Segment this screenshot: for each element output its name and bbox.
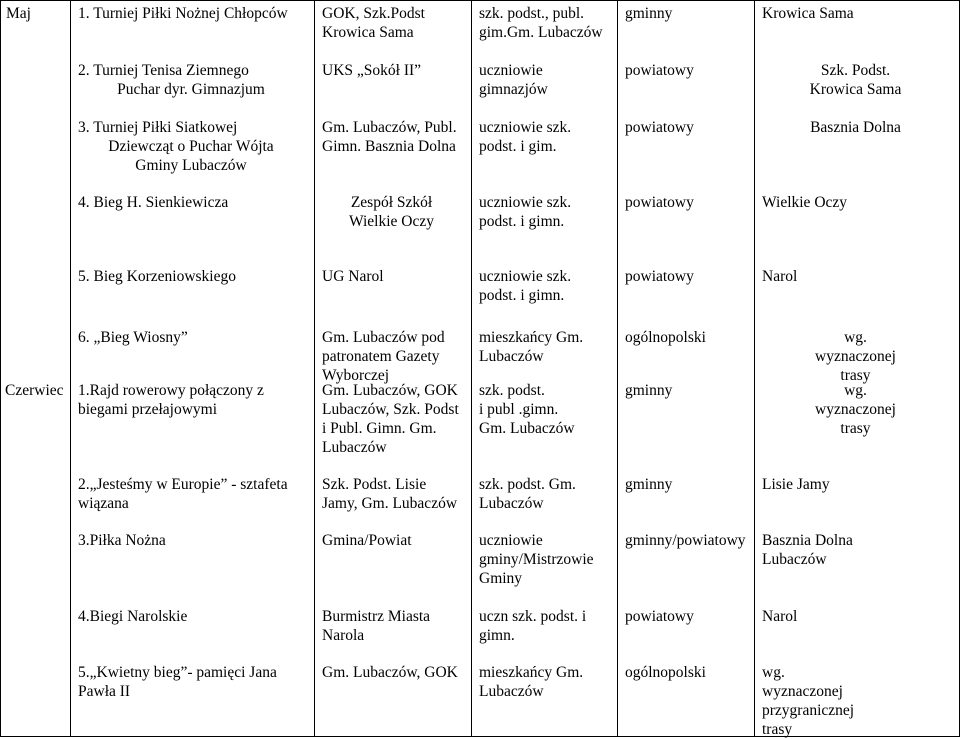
place-cell: Krowica Sama — [809, 81, 902, 98]
organizer-cell: UG Narol — [322, 268, 384, 285]
range-cell: powiatowy — [625, 608, 694, 625]
organizer-cell: Szk. Podst. Lisie — [322, 476, 427, 493]
event-cell: 3.Piłka Nożna — [78, 532, 166, 549]
organizer-cell: Gm. Lubaczów pod — [322, 329, 445, 346]
month-may: Maj — [6, 5, 31, 22]
event-cell: 4.Biegi Narolskie — [78, 608, 188, 625]
range-cell: powiatowy — [625, 194, 694, 211]
organizer-cell: Jamy, Gm. Lubaczów — [322, 495, 458, 512]
place-cell: Lubaczów — [762, 551, 827, 568]
place-cell: trasy — [762, 721, 793, 738]
organizer-cell: Lubaczów, Szk. Podst — [322, 401, 459, 418]
participants-cell: podst. i gimn. — [479, 213, 565, 230]
place-cell: wg. — [844, 382, 867, 399]
participants-cell: szk. podst. Gm. — [479, 476, 576, 493]
participants-cell: gminy/Mistrzowie — [479, 551, 594, 568]
place-cell: Basznia Dolna — [762, 532, 853, 549]
participants-cell: szk. podst. — [479, 382, 545, 399]
range-cell: gminny — [625, 382, 673, 399]
participants-cell: uczn szk. podst. i — [479, 608, 587, 625]
participants-cell: mieszkańcy Gm. — [479, 329, 584, 346]
event-cell: Puchar dyr. Gimnazjum — [117, 81, 265, 98]
event-cell: 4. Bieg H. Sienkiewicza — [78, 194, 229, 211]
event-cell: biegami przełajowymi — [78, 401, 218, 418]
organizer-cell: Krowica Sama — [322, 24, 414, 41]
participants-cell: uczniowie — [479, 532, 543, 549]
range-cell: gminny/powiatowy — [625, 532, 746, 549]
organizer-cell: i Publ. Gimn. Gm. — [322, 420, 437, 437]
place-cell: trasy — [840, 367, 871, 384]
range-cell: ogólnopolski — [625, 329, 706, 346]
place-cell: Basznia Dolna — [810, 119, 901, 136]
range-cell: ogólnopolski — [625, 664, 706, 681]
organizer-cell: GOK, Szk.Podst — [322, 5, 425, 22]
place-cell: wyznaczonej — [815, 348, 896, 365]
participants-cell: uczniowie — [479, 62, 543, 79]
range-cell: gminny — [625, 476, 673, 493]
place-cell: Lisie Jamy — [762, 476, 830, 493]
organizer-cell: Lubaczów — [322, 439, 387, 456]
participants-cell: Gm. Lubaczów — [479, 420, 575, 437]
participants-cell: uczniowie szk. — [479, 194, 572, 211]
event-cell: 5. Bieg Korzeniowskiego — [78, 268, 236, 285]
participants-cell: i publ .gimn. — [479, 401, 559, 418]
place-cell: Szk. Podst. — [820, 62, 891, 79]
place-cell: przygranicznej — [762, 702, 855, 719]
event-cell: 2.„Jesteśmy w Europie” - sztafeta — [78, 476, 288, 493]
place-cell: Narol — [762, 608, 798, 625]
range-cell: powiatowy — [625, 62, 694, 79]
month-june: Czerwiec — [5, 382, 64, 399]
participants-cell: Gminy — [479, 570, 523, 587]
event-cell: 3. Turniej Piłki Siatkowej — [78, 119, 238, 136]
participants-cell: gim.Gm. Lubaczów — [479, 24, 603, 41]
organizer-cell: Gm. Lubaczów, Publ. — [322, 119, 457, 136]
participants-cell: Lubaczów — [479, 495, 544, 512]
range-cell: gminny — [625, 5, 673, 22]
event-cell: 6. „Bieg Wiosny” — [78, 329, 188, 346]
place-cell: Wielkie Oczy — [762, 194, 848, 211]
event-cell: Dziewcząt o Puchar Wójta — [108, 138, 274, 155]
event-cell: 1. Turniej Piłki Nożnej Chłopców — [78, 5, 288, 22]
place-cell: Narol — [762, 268, 798, 285]
participants-cell: uczniowie szk. — [479, 119, 572, 136]
organizer-cell: patronatem Gazety — [322, 348, 440, 365]
organizer-cell: Burmistrz Miasta — [322, 608, 431, 625]
participants-cell: podst. i gim. — [479, 138, 557, 155]
organizer-cell: Zespół Szkół — [350, 194, 433, 211]
place-cell: Krowica Sama — [762, 5, 854, 22]
participants-cell: szk. podst., publ. — [479, 5, 585, 22]
event-cell: Pawła II — [78, 683, 131, 700]
participants-cell: podst. i gimn. — [479, 287, 565, 304]
organizer-cell: Gm. Lubaczów, GOK — [322, 664, 458, 681]
event-cell: Gminy Lubaczów — [135, 157, 247, 174]
organizer-cell: Gimn. Basznia Dolna — [322, 138, 456, 155]
organizer-cell: Narola — [322, 627, 365, 644]
participants-cell: uczniowie szk. — [479, 268, 572, 285]
participants-cell: gimn. — [479, 627, 515, 644]
event-cell: 5.„Kwietny bieg”- pamięci Jana — [78, 664, 277, 681]
organizer-cell: UKS „Sokół II” — [322, 62, 422, 79]
participants-cell: Lubaczów — [479, 348, 544, 365]
place-cell: wg. — [762, 664, 785, 681]
event-cell: wiązana — [78, 495, 129, 512]
participants-cell: gimnazjów — [479, 81, 548, 98]
organizer-cell: Wyborczej — [322, 367, 390, 384]
place-cell: trasy — [840, 420, 871, 437]
place-cell: wg. — [844, 329, 867, 346]
participants-cell: mieszkańcy Gm. — [479, 664, 584, 681]
event-cell: 2. Turniej Tenisa Ziemnego — [78, 62, 249, 79]
organizer-cell: Wielkie Oczy — [348, 213, 434, 230]
participants-cell: Lubaczów — [479, 683, 544, 700]
organizer-cell: Gmina/Powiat — [322, 532, 412, 549]
place-cell: wyznaczonej — [762, 683, 843, 700]
range-cell: powiatowy — [625, 119, 694, 136]
event-cell: 1.Rajd rowerowy połączony z — [78, 382, 264, 399]
organizer-cell: Gm. Lubaczów, GOK — [322, 382, 458, 399]
place-cell: wyznaczonej — [815, 401, 896, 418]
range-cell: powiatowy — [625, 268, 694, 285]
